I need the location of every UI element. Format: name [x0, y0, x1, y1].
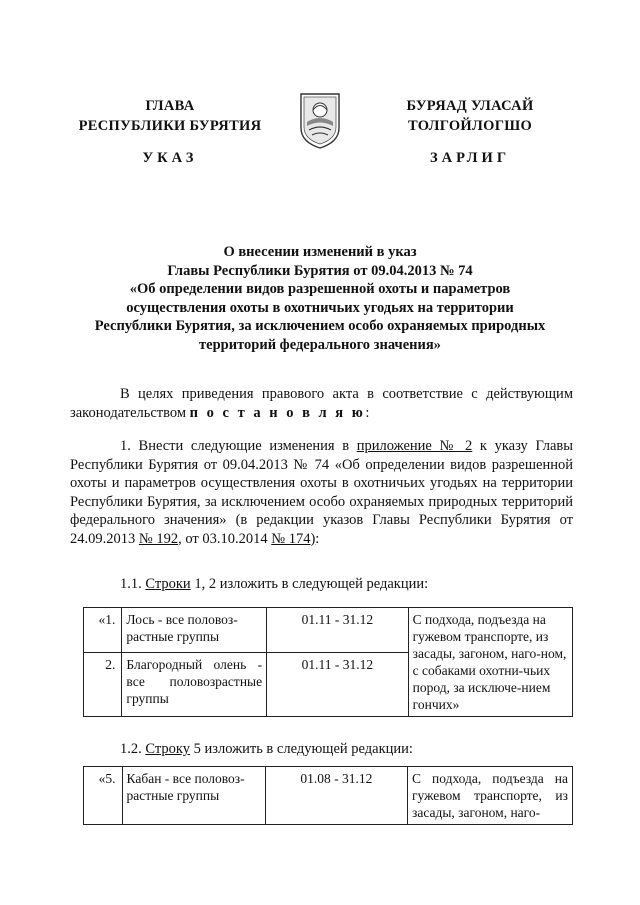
header-right	[370, 96, 570, 136]
item-1-prefix: 1. Внести следующие изменения в	[120, 438, 357, 454]
table-rows-1-2	[83, 607, 573, 717]
item-1-2-rest: 5 изложить в следующей редакции:	[189, 741, 413, 757]
animal-species: Лось - все половоз-растные группы	[122, 608, 267, 653]
table-row	[84, 767, 573, 825]
header-left-line2: РЕСПУБЛИКИ БУРЯТИЯ	[78, 118, 262, 134]
header-left-line1: ГЛАВА	[145, 98, 195, 114]
row-number: 2.	[84, 653, 122, 717]
rows-link[interactable]: Строки	[145, 576, 191, 592]
header-left-doc-type: УКАЗ	[142, 150, 198, 166]
appendix-2-link[interactable]: приложение № 2	[356, 438, 473, 454]
table-row	[84, 608, 573, 653]
title-line: Республики Бурятия, за исключением особо охраняемых природных	[94, 318, 546, 334]
hunting-period: 01.08 - 31.12	[265, 767, 407, 825]
animal-species: Кабан - все половоз-растные группы	[122, 767, 265, 825]
item-1-between: , от 03.10.2014	[178, 530, 272, 547]
title-line: Главы Республики Бурятия от 09.04.2013 № 74	[167, 262, 473, 279]
item-1-body: к указу Главы Республики Бурятия от 09.04.2013 № 74 «Об определении видов разрешенной охоты и параметров осуществления охоты в охотничьих угодьях на территории Республики Бурятия, за исключением особо охраняемых природных территорий федерального значения» (в редакции указов Главы Республики Бурятия от 24.09.2013	[70, 438, 573, 547]
row-number: «1.	[84, 608, 122, 653]
header-right-doc-type: ЗАРЛИГ	[429, 150, 511, 166]
item-1-2-prefix: 1.2.	[120, 741, 146, 757]
preamble-text: В целях приведения правового акта в соответствие с действующим законодательством	[70, 386, 573, 421]
header-right-line2: ТОЛГОЙЛОГШО	[407, 118, 533, 134]
decree-174-link[interactable]: № 174)	[271, 530, 316, 547]
item-1-end: :	[315, 530, 320, 547]
preamble-paragraph	[70, 385, 573, 422]
decree-title	[60, 243, 580, 354]
title-line: О внесении изменений в указ	[223, 244, 417, 260]
title-line: «Об определении видов разрешенной охоты и параметров	[129, 281, 511, 297]
hunting-period: 01.11 - 31.12	[267, 653, 409, 717]
table-row-5	[83, 766, 573, 825]
header-right-line1: БУРЯАД УЛАСАЙ	[406, 98, 534, 114]
title-line: территорий федерального значения»	[199, 336, 441, 353]
decree-192-link[interactable]: № 192	[138, 530, 179, 547]
title-line: осуществления охоты в охотничьих угодьях на территории	[126, 299, 514, 316]
decree-word: п о с т а н о в л я ю	[189, 404, 366, 421]
header-left	[70, 96, 270, 136]
hunting-method: С подхода, подъезда на гужевом транспорте, из засады, загоном, наго-	[408, 767, 573, 825]
item-1-2-paragraph	[120, 740, 570, 759]
item-1-1-prefix: 1.1.	[120, 576, 146, 592]
preamble-colon: :	[365, 404, 370, 421]
row-link[interactable]: Строку	[145, 741, 190, 757]
item-1-paragraph	[70, 437, 573, 548]
animal-species: Благородный олень - все половозрастные группы	[122, 653, 267, 717]
republic-of-buryatia-emblem-icon	[297, 90, 343, 150]
hunting-period: 01.11 - 31.12	[267, 608, 409, 653]
item-1-1-paragraph	[120, 575, 570, 594]
hunting-method: С подхода, подъезда на гужевом транспорте, из засады, загоном, наго-ном, с собаками охотни-чьих пород, за исключе-нием гончих»	[408, 608, 572, 717]
row-number: «5.	[84, 767, 123, 825]
item-1-1-rest: 1, 2 изложить в следующей редакции:	[190, 576, 429, 592]
